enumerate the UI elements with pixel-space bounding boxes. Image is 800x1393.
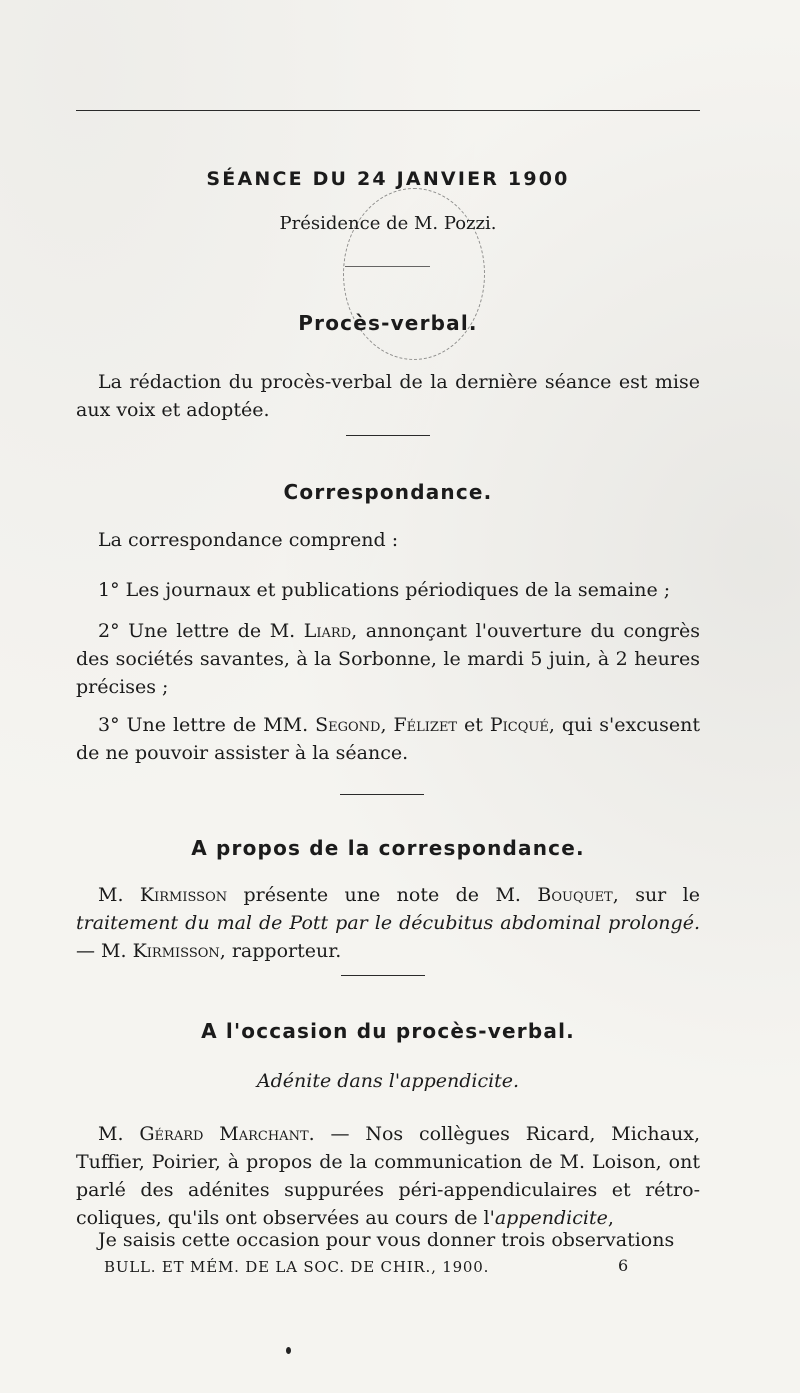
- item-3-sep-2: et: [457, 714, 490, 736]
- section-title-a-propos: A propos de la correspondance.: [191, 836, 585, 860]
- footer-journal-reference: BULL. ET MÉM. DE LA SOC. DE CHIR., 1900.: [104, 1258, 490, 1276]
- item-3-prefix: 3° Une lettre de MM.: [98, 714, 316, 736]
- item-3-text: , qui s'excusent de ne pouvoir assister à la séance.: [76, 714, 700, 764]
- section-title-occasion: A l'occasion du procès-verbal.: [201, 1019, 575, 1043]
- presidence-line: Présidence de M. Pozzi.: [279, 213, 497, 234]
- section-divider-3: [341, 975, 425, 976]
- a-propos-text-1: présente une note de M.: [227, 884, 538, 906]
- note-title: traitement du mal de Pott par le décubitus abdominal prolongé.: [76, 912, 700, 934]
- occasion-text-2: ,: [607, 1207, 614, 1229]
- person-name-gerard-marchant: Gérard Marchant: [139, 1123, 309, 1145]
- seance-title: SÉANCE DU 24 JANVIER 1900: [206, 168, 570, 190]
- person-name-kirmisson: Kirmisson: [139, 884, 228, 906]
- subsection-title-adenite: Adénite dans l'appendicite.: [256, 1070, 520, 1092]
- item-3-sep-1: ,: [380, 714, 394, 736]
- correspondance-intro: La correspondance comprend :: [98, 529, 399, 551]
- occasion-prefix: M.: [98, 1123, 140, 1145]
- correspondance-item-3: [76, 711, 700, 767]
- top-rule: [76, 110, 700, 111]
- section-title-correspondance: Correspondance.: [283, 480, 493, 504]
- correspondance-item-2: [76, 617, 700, 701]
- a-propos-text-3: — M.: [76, 940, 133, 962]
- section-title-proces-verbal: Procès-verbal.: [298, 311, 478, 335]
- item-2-prefix: 2° Une lettre de M.: [98, 620, 304, 642]
- section-divider-1: [346, 435, 430, 436]
- occasion-text-1: . — Nos collègues Ricard, Michaux, Tuffier, Poirier, à propos de la communication de M. Loison, ont parlé des adénites suppurées péri-appendiculaires et rétro-coliques, qu'ils ont observées au cours de l': [76, 1123, 700, 1229]
- a-propos-text-4: , rapporteur.: [219, 940, 342, 962]
- occasion-paragraph-2: Je saisis cette occasion pour vous donner trois observations: [98, 1229, 675, 1251]
- person-name-segond: Segond: [315, 714, 381, 736]
- person-name-picque: Picqué: [489, 714, 549, 736]
- person-name-liard: Liard: [303, 620, 352, 642]
- person-name-bouquet: Bouquet: [537, 884, 613, 906]
- stamp-rule: [345, 266, 430, 267]
- ink-speck: [286, 1347, 291, 1354]
- item-2-text: , annonçant l'ouverture du congrès des sociétés savantes, à la Sorbonne, le mardi 5 juin, à 2 heures précises ;: [76, 620, 700, 698]
- footer-page-number: 6: [618, 1256, 629, 1275]
- section-divider-2: [340, 794, 424, 795]
- correspondance-item-1: 1° Les journaux et publications périodiques de la semaine ;: [98, 579, 671, 601]
- person-name-kirmisson-rapporteur: Kirmisson: [132, 940, 220, 962]
- person-name-felizet: Félizet: [393, 714, 458, 736]
- a-propos-prefix: M.: [98, 884, 140, 906]
- appendicite-term: appendicite: [494, 1207, 608, 1229]
- a-propos-paragraph: [76, 881, 700, 965]
- occasion-paragraph-1: [76, 1120, 700, 1232]
- a-propos-text-2: , sur le: [612, 884, 700, 906]
- proces-verbal-paragraph: La rédaction du procès-verbal de la dernière séance est mise aux voix et adoptée.: [76, 371, 700, 421]
